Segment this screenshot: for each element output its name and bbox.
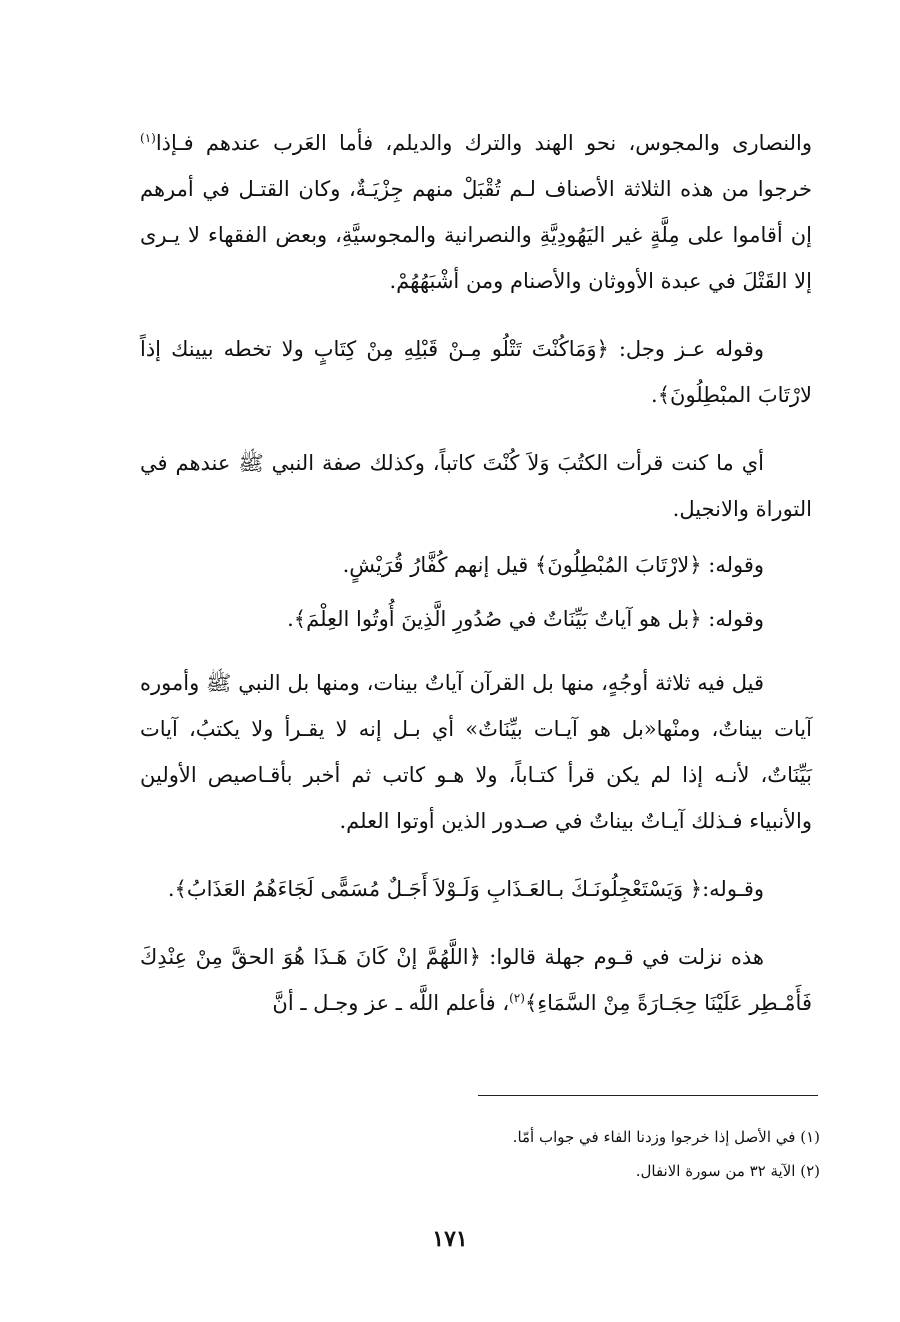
- paragraph-8-rest: ، فأعلم اللَّه ـ عز وجـل ـ أنَّ: [272, 991, 510, 1015]
- paragraph-4: وقوله: ﴿لارْتَابَ المُبْطِلُونَ﴾ قيل إنهم كُفَّارُ قُرَيْشٍ.: [342, 553, 764, 577]
- paragraph-1-rest: خرجوا من هذه الثلاثة الأصناف لـم تُقْبَلْ منهم جِزْيَـةٌ، وكان القتـل في أمرهم إن أقاموا على مِلَّةٍ غير اليَهُودِيَّةِ والنصرانية والمجوسيَّةِ، وبعض الفقهاء لا يـرى إلا القَتْلَ في عبدة الأووثان والأصنام ومن أشْبَهُهُمْ.: [140, 177, 812, 293]
- paragraph-1: [140, 120, 812, 304]
- main-text: [140, 120, 812, 1026]
- paragraph-5: وقوله: ﴿بل هو آياتٌ بَيِّنَاتٌ في صُدُورِ الَّذِينَ أُوتُوا العِلْمَ﴾.: [287, 607, 764, 631]
- paragraph-7: وقـوله:﴿ وَيَسْتَعْجِلُونَـكَ بـالعَـذَابِ وَلَـوْلاَ أَجَـلٌ مُسَمًّى لَجَاءَهُمُ العَذَابُ﴾.: [167, 877, 764, 901]
- footnote-ref-1: (١): [140, 131, 156, 145]
- page-number: ١٧١: [432, 1226, 468, 1252]
- paragraph-8: [140, 934, 812, 1026]
- paragraph-8-start: هذه نزلت في قـوم جهلة قالوا: ﴿اللَّهُمَّ إنْ كَانَ هَـذَا هُوَ الحقَّ مِنْ عِنْدِكَ فَأَمْـطِر عَلَيْنَا حِجَـارَةً مِنْ السَّمَاءِ﴾: [140, 945, 812, 1015]
- paragraph-3: أي ما كنت قرأت الكتُبَ وَلاَ كُنْتَ كاتباً، وكذلك صفة النبي ﷺ عندهم في التوراة والانجيل.: [140, 451, 812, 521]
- footnotes: [440, 1120, 820, 1188]
- footnote-divider: [478, 1095, 818, 1096]
- footnote-ref-2: (٢): [509, 991, 525, 1005]
- footnote-1: (١) في الأصل إذا خرجوا وزدنا الفاء في جواب أمّا.: [512, 1128, 820, 1146]
- paragraph-2: وقوله عـز وجل: ﴿وَمَاكُنْتَ تَتْلُو مِـنْ قَبْلِهِ مِنْ كِتَابٍ ولا تخطه بيينك إذاً لارْتَابَ المبْطِلُونَ﴾.: [140, 337, 812, 407]
- paragraph-1-start: والنصارى والمجوس، نحو الهند والترك والديلم، فأما العَرب عندهم فـإذا: [155, 131, 812, 155]
- footnote-2: (٢) الآية ٣٢ من سورة الانفال.: [635, 1162, 820, 1180]
- paragraph-6: قيل فيه ثلاثة أوجُهٍ، منها بل القرآن آياتٌ بينات، ومنها بل النبي ﷺ وأموره آيات بيناتٌ، ومنْها«بل هو آيـات بيِّنَاتٌ» أي بـل إنه لا يقـرأ ولا يكتبُ، آيات بَيِّنَاتٌ، لأنـه إذا لم يكن قرأ كتـاباً، ولا هـو كاتب ثم أخبر بأقـاصيص الأولين والأنبياء فـذلك آيـاتٌ بيناتٌ في صـدور الذين أوتوا العلم.: [140, 671, 812, 833]
